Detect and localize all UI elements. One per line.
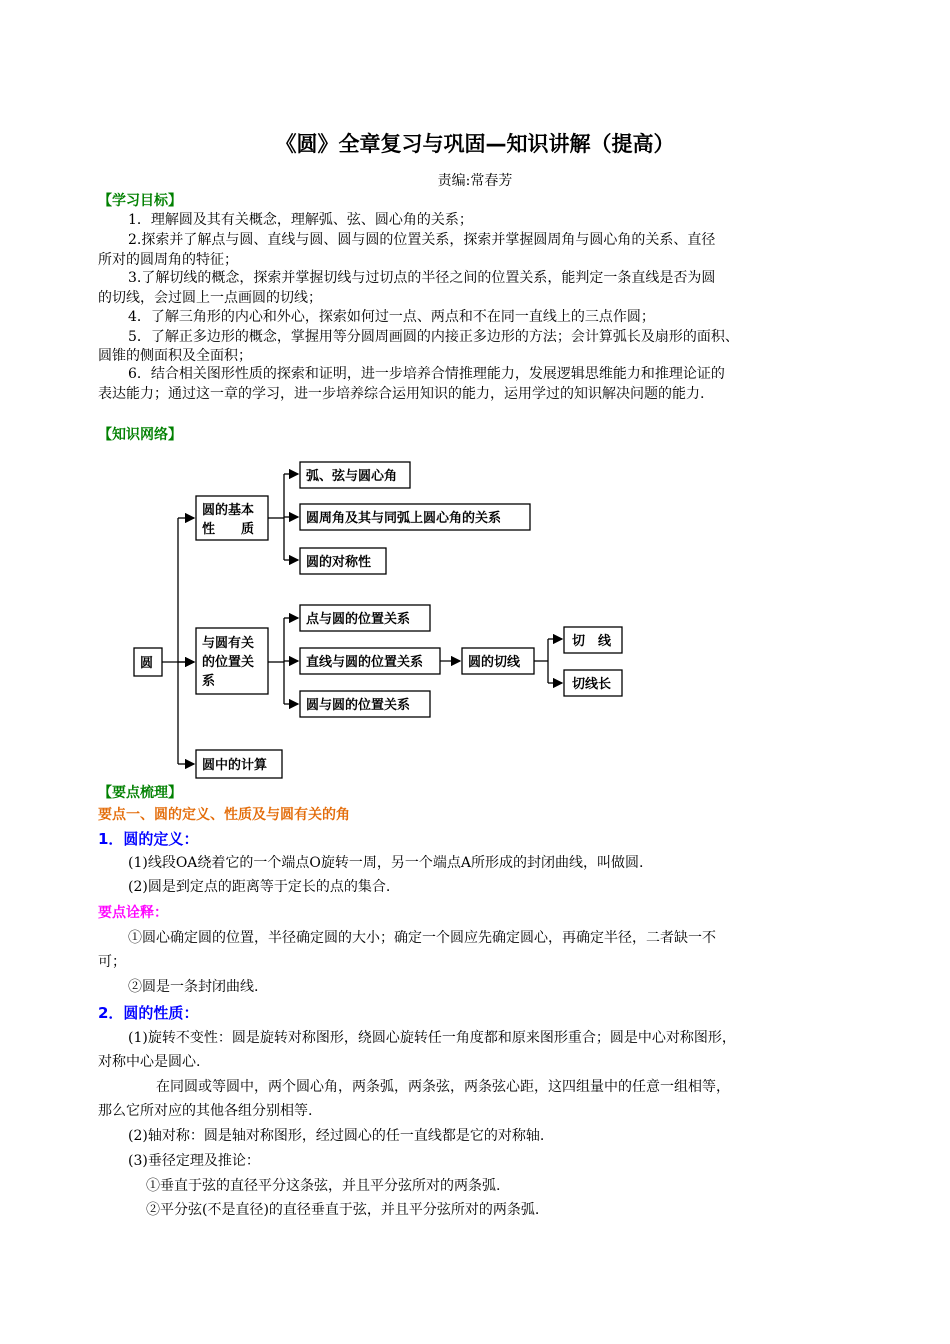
node-tangent-of: 圆的切线: [468, 655, 521, 670]
objective-line: 4．了解三角形的内心和外心，探索如何过一点、两点和不在同一直线上的三点作圆；: [128, 309, 655, 325]
property-line: ①垂直于弦的直径平分这条弦，并且平分弦所对的两条弧.: [146, 1178, 501, 1194]
node-basic-line2: 性 质: [202, 522, 255, 537]
objective-line: 6．结合相关图形性质的探索和证明，进一步培养合情推理能力，发展逻辑思维能力和推理论证的: [128, 366, 725, 382]
property-line: (2)轴对称：圆是轴对称图形，经过圆心的任一直线都是它的对称轴.: [128, 1128, 545, 1144]
property-line: 在同圆或等圆中，两个圆心角，两条弧，两条弦，两条弦心距，这四组量中的任意一组相等，: [156, 1079, 730, 1095]
objectives-heading: 【学习目标】: [98, 193, 182, 209]
node-position-line3: 系: [202, 674, 216, 689]
network-heading: 【知识网络】: [98, 427, 182, 443]
property-line: ②平分弦(不是直径)的直径垂直于弦，并且平分弦所对的两条弧.: [146, 1202, 540, 1218]
node-calc: 圆中的计算: [202, 758, 268, 773]
node-arc: 弧、弦与圆心角: [306, 469, 398, 484]
node-tangent-length: 切线长: [572, 677, 612, 692]
node-basic-line1: 圆的基本: [202, 503, 255, 518]
note-line: 可；: [98, 954, 126, 970]
node-symmetry: 圆的对称性: [306, 555, 372, 570]
knowledge-network-diagram: [120, 452, 660, 782]
objective-line: 2.探索并了解点与圆、直线与圆、圆与圆的位置关系，探索并掌握圆周角与圆心角的关系、直径: [128, 232, 716, 248]
objective-line: 圆锥的侧面积及全面积；: [98, 348, 252, 364]
document-title: 《圆》全章复习与巩固—知识讲解（提高）: [275, 132, 675, 156]
objective-line: 3.了解切线的概念，探索并掌握切线与过切点的半径之间的位置关系，能判定一条直线是否为圆: [128, 270, 716, 286]
property-line: 对称中心是圆心.: [98, 1054, 201, 1070]
objective-line: 的切线，会过圆上一点画圆的切线；: [98, 290, 322, 306]
definition-line: (2)圆是到定点的距离等于定长的点的集合.: [128, 879, 391, 895]
note-heading: 要点诠释：: [98, 905, 168, 921]
node-point: 点与圆的位置关系: [306, 612, 411, 627]
node-inscribed: 圆周角及其与同弧上圆心角的关系: [306, 511, 502, 526]
definition-line: (1)线段OA绕着它的一个端点O旋转一周，另一个端点A所形成的封闭曲线，叫做圆.: [128, 855, 644, 871]
note-line: ②圆是一条封闭曲线.: [128, 979, 259, 995]
objective-line: 5．了解正多边形的概念，掌握用等分圆周画圆的内接正多边形的方法；会计算弧长及扇形的面积、: [128, 329, 739, 345]
editor-line: 责编:常春芳: [437, 173, 513, 189]
property-heading: 2．圆的性质：: [98, 1004, 199, 1022]
node-tangent: 切 线: [572, 634, 612, 649]
node-position-line2: 的位置关: [202, 655, 255, 670]
node-position-line1: 与圆有关: [202, 636, 255, 651]
note-line: ①圆心确定圆的位置，半径确定圆的大小；确定一个圆应先确定圆心，再确定半径，二者缺一不: [128, 930, 716, 946]
property-line: 那么它所对应的其他各组分别相等.: [98, 1103, 313, 1119]
objective-line: 1．理解圆及其有关概念，理解弧、弦、圆心角的关系；: [128, 212, 473, 228]
node-circle: 圆: [140, 656, 154, 671]
property-line: (1)旋转不变性：圆是旋转对称图形，绕圆心旋转任一角度都和原来图形重合；圆是中心对称图形，: [128, 1030, 736, 1046]
objective-line: 表达能力；通过这一章的学习，进一步培养综合运用知识的能力，运用学过的知识解决问题的能力.: [98, 386, 705, 402]
points-heading: 【要点梳理】: [98, 785, 182, 801]
definition-heading: 1．圆的定义：: [98, 830, 199, 848]
property-line: (3)垂径定理及推论：: [128, 1153, 260, 1169]
node-circles: 圆与圆的位置关系: [306, 698, 411, 713]
objective-line: 所对的圆周角的特征；: [98, 252, 238, 268]
section-one-heading: 要点一、圆的定义、性质及与圆有关的角: [98, 807, 350, 823]
node-line: 直线与圆的位置关系: [306, 655, 424, 670]
